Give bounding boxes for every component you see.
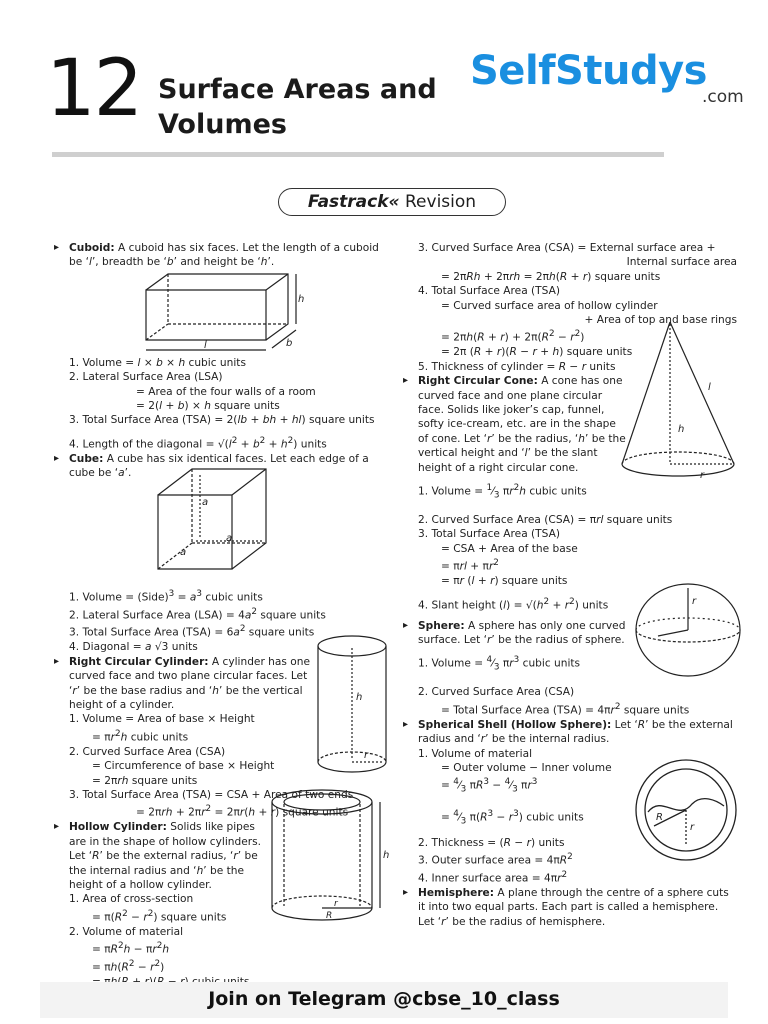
shell-R-label: R — [656, 812, 663, 823]
badge-rest: Revision — [399, 192, 477, 212]
right-line-r3: = 2πRh + 2πrh = 2πh(R + r) square units — [441, 270, 661, 283]
left-line-l11: 3. Total Surface Area $(TSA) = 6a^2$ square units — [69, 624, 315, 639]
badge-mark: « — [388, 192, 400, 212]
right-line-r22: ▸ Spherical Shell (Hollow Sphere): Let ‘R’ be the external radius and ‘r’ be the internal radius. — [403, 718, 737, 747]
right-line-r21: = Total Surface Area $(TSA) = 4\pi r^2$ square units — [441, 701, 690, 717]
right-line-r7: = $2\pi h(R + r) + 2\pi(R^2 - r^2)$ — [441, 329, 585, 344]
cylinder-r-label: r — [364, 750, 369, 761]
left-line-l8: ▸ Cube: A cube has six identical faces. Let each edge of a cube be ‘a’. — [54, 452, 388, 481]
left-line-l22: 1. Area of cross-section — [69, 893, 194, 906]
chapter-title — [158, 72, 458, 142]
cone-h-label: h — [678, 424, 685, 435]
right-line-r2: Internal surface area — [626, 256, 737, 269]
cuboid-l-label: l — [204, 340, 207, 351]
right-line-r8: = 2π (R + r)(R − r + h) square units — [441, 346, 633, 359]
left-line-l21: ▸ Hollow Cylinder: Solids like pipes are in the shape of hollow cylinders. Let ‘R’ be the external radius, ‘r’ be the internal radius and ‘h’ be the height of a hollow cylinder. — [54, 820, 269, 892]
left-line-l9: 1. Volume = (Side)$^3$ = $a^3$ cubic units — [69, 588, 263, 604]
left-line-l4: = Area of the four walls of a room — [136, 385, 316, 398]
right-line-r24: = Outer volume − Inner volume — [441, 762, 612, 774]
left-line-l19: 3. Total Surface Area (TSA) = CSA + Area of two ends — [69, 789, 354, 801]
left-line-l16: 2. Curved Surface Area (CSA) — [69, 745, 226, 758]
right-line-r17: 4. Slant height $(l) = √(h^2 + r^2)$ units — [418, 596, 609, 612]
right-line-r14: = CSA + Area of the base — [441, 542, 578, 555]
right-line-r15: = $\pi rl + \pi r^2$ — [441, 558, 499, 573]
right-line-r25: = $^4⁄_3$ $\pi R^3$ − $^4⁄_3$ $\pi r^3$ — [441, 777, 538, 796]
cone-r-label: r — [700, 470, 705, 481]
left-line-l2: 1. Volume = l × b × h cubic units — [69, 356, 246, 369]
hollow-cylinder-R-label: R — [326, 911, 333, 921]
left-line-l25: = $\pi R^2h - \pi r^2h$ — [92, 941, 170, 956]
right-line-r23: 1. Volume of material — [418, 747, 533, 760]
telegram-footer: Join on Telegram @cbse_10_class — [208, 988, 560, 1010]
cube-figure — [152, 465, 282, 575]
left-line-l17: = Circumference of base × Height — [92, 760, 275, 773]
left-line-l5: = 2(l + b) × h square units — [136, 400, 280, 413]
sphere-figure — [632, 580, 744, 680]
chapter-number: 12 — [46, 44, 142, 134]
right-line-r19: 1. Volume = $^4⁄_3$ $\pi r^3$ cubic units — [418, 655, 581, 674]
right-line-r10: ▸ Right Circular Cone: A cone has one curved face and one plane circular face. Solids like joker’s cap, funnel, softy ice-cream, etc. are in the shape of cone. Let ‘r’ be the radius, ‘h’ be the vertical height and ‘l’ be the slant height of a right circular cone. — [403, 374, 628, 475]
badge-strong: Fastrack — [307, 192, 389, 212]
right-line-r29: 4. Inner surface area = $4\pi r^2$ — [418, 869, 568, 885]
shell-r-label: r — [690, 822, 695, 833]
left-line-l24: 2. Volume of material — [69, 925, 184, 938]
left-line-l6: 3. Total Surface Area (TSA) = 2(lb + bh + hl) square units — [69, 414, 375, 427]
left-line-l12: 4. Diagonal = a √3 units — [69, 641, 198, 654]
left-line-l3: 2. Lateral Surface Area (LSA) — [69, 371, 223, 384]
left-line-l20: = $2\pi rh + 2\pi r^2 = 2\pi r(h + r)$ square units — [136, 804, 349, 819]
cuboid-figure — [138, 270, 308, 356]
left-line-l23: = $\pi(R^2 - r^2)$ square units — [92, 908, 227, 924]
cylinder-h-label: h — [356, 692, 363, 703]
brand-suffix: .com — [702, 87, 744, 107]
right-line-r11: 1. Volume = $^1⁄_3$ $\pi r^2h$ cubic units — [418, 483, 587, 501]
hollow-cylinder-h-label: h — [383, 850, 390, 861]
right-line-r28: 3. Outer surface area = $4\pi R^2$ — [418, 851, 573, 867]
cuboid-b-label: b — [286, 338, 293, 349]
cone-figure — [616, 318, 744, 486]
chapter-title-line1: Surface Areas and — [158, 74, 437, 105]
cube-a-label-1: a — [202, 497, 209, 508]
right-line-r12: 2. Curved Surface Area (CSA) = πrl square units — [418, 514, 673, 527]
spherical-shell-figure — [632, 758, 740, 862]
header-divider — [52, 152, 664, 157]
cube-a-label-3: a — [180, 547, 187, 558]
right-line-r16: = πr (l + r) square units — [441, 575, 568, 588]
left-line-l13: ▸ Right Circular Cylinder: A cylinder has one curved face and two plane circular faces. Let ‘r’ be the base radius and ‘h’ be the vertical height of a cylinder. — [54, 655, 321, 713]
sphere-r-label: r — [692, 596, 697, 607]
left-line-l7: 4. Length of the diagonal = $√(l^2 + b^2 + h^2)$ units — [69, 435, 327, 451]
right-line-r20: 2. Curved Surface Area (CSA) — [418, 686, 575, 699]
left-line-l15: = $\pi r^2h$ cubic units — [92, 728, 189, 744]
right-line-r1: 3. Curved Surface Area (CSA) = External surface area + — [418, 242, 716, 254]
right-line-r4: 4. Total Surface Area (TSA) — [418, 285, 560, 298]
right-line-r5: = Curved surface area of hollow cylinder — [441, 299, 658, 312]
left-line-l1: ▸ Cuboid: A cuboid has six faces. Let the length of a cuboid be ‘l’, breadth be ‘b’ and height be ‘h’. — [54, 241, 388, 270]
right-line-r30: ▸ Hemisphere: A plane through the centre of a sphere cuts it into two equal parts. Each part is called a hemisphere. Let ‘r’ be the radius of hemisphere. — [403, 886, 737, 929]
cube-a-label-2: a — [226, 533, 233, 544]
cuboid-h-label: h — [298, 294, 305, 305]
right-line-sp3 — [403, 503, 737, 513]
right-line-r26: = $^4⁄_3$ $\pi(R^3 - r^3)$ cubic units — [441, 809, 584, 828]
right-line-r18: ▸ Sphere: A sphere has only one curved surface. Let ‘r’ be the radius of sphere. — [403, 619, 644, 648]
chapter-title-line2: Volumes — [158, 109, 287, 140]
left-line-l26: = $\pi h(R^2 - r^2)$ — [92, 959, 165, 974]
cylinder-figure — [312, 630, 394, 780]
brand-logo: SelfStudys — [470, 48, 707, 94]
hollow-cylinder-r-label: r — [334, 899, 338, 909]
cone-l-label: l — [708, 382, 711, 393]
left-line-l10: 2. Lateral Surface Area $(LSA) = 4a^2$ square units — [69, 606, 326, 622]
hollow-cylinder-figure — [268, 786, 394, 926]
left-line-l14: 1. Volume = Area of base × Height — [69, 713, 255, 726]
right-line-r13: 3. Total Surface Area (TSA) — [418, 528, 560, 541]
right-line-r27: 2. Thickness = (R − r) units — [418, 836, 565, 849]
right-line-r9: 5. Thickness of cylinder = R − r units — [418, 360, 616, 373]
right-line-r6: + Area of top and base rings — [584, 314, 737, 327]
left-line-l18: = 2πrh square units — [92, 774, 198, 787]
fastrack-revision-badge — [278, 188, 506, 216]
